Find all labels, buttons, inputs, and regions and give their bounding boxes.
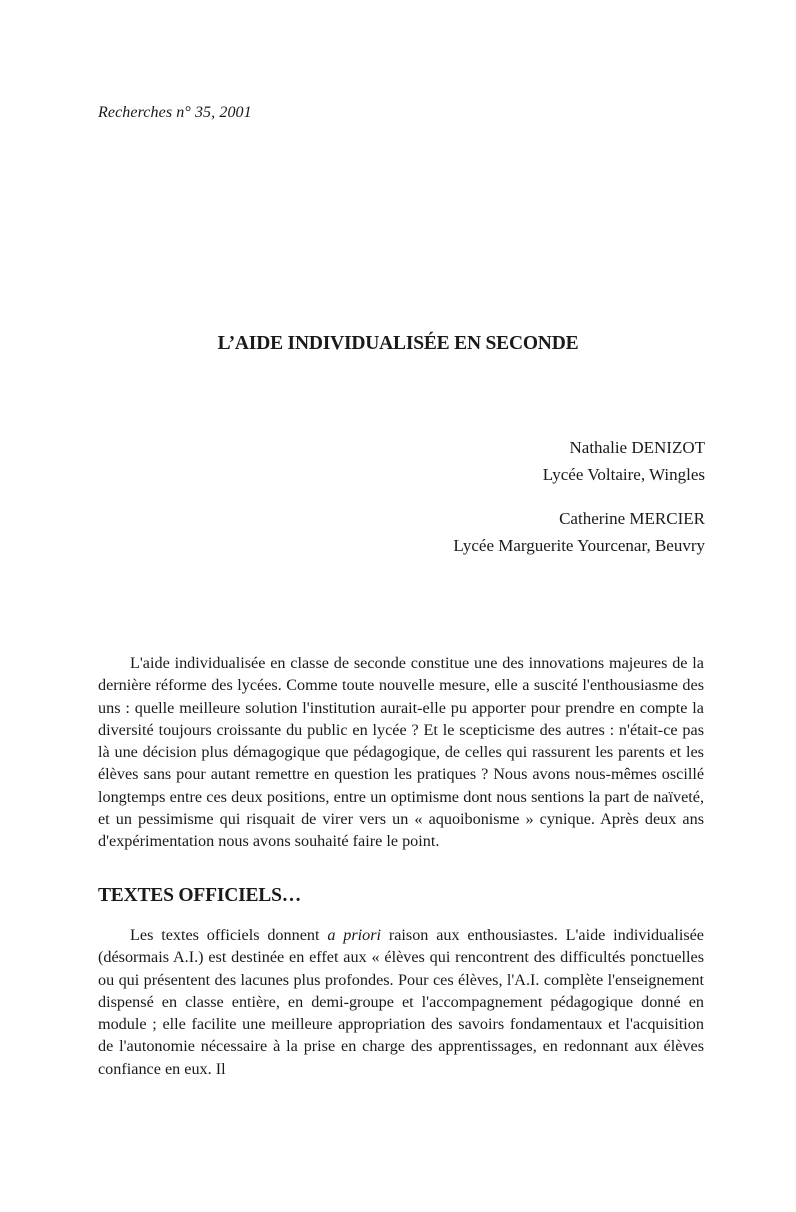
author-block [453,434,705,488]
paragraph-text-rest: raison aux enthousiastes. L'aide individualisée (désormais A.I.) est destinée en effet aux « élèves qui rencontrent des difficultés ponctuelles ou qui présentent des lacunes plus profondes. Pour ces élèves, l'A.I. complète l'enseignement dispensé en classe entière, en demi-groupe et l'accompagnement pédagogique donné en module ; elle facilite une meilleure appropriation des savoirs fondamentaux et l'acquisition de l'autonomie nécessaire à la prise en charge des apprentissages, en redonnant aux élèves confiance en eux. Il [98,926,704,1078]
author-name: Catherine MERCIER [559,509,705,528]
article-title: L’AIDE INDIVIDUALISÉE EN SECONDE [217,333,579,354]
author-affiliation: Lycée Marguerite Yourcenar, Beuvry [453,536,705,555]
author-name: Nathalie DENIZOT [569,438,705,457]
italic-phrase: a priori [327,926,382,944]
author-block [453,505,705,559]
paragraph-text-start: Les textes officiels donnent [130,926,328,944]
section-paragraph [98,924,704,1080]
author-affiliation: Lycée Voltaire, Wingles [542,465,705,484]
section-heading: TEXTES OFFICIELS… [98,885,302,906]
running-header: Recherches n° 35, 2001 [98,104,252,121]
intro-paragraph: L'aide individualisée en classe de seconde constitue une des innovations majeures de la dernière réforme des lycées. Comme toute nouvelle mesure, elle a suscité l'enthousiasme des uns : quelle meilleure solution l'institution aurait-elle pu apporter pour prendre en compte la diversité toujours croissante du public en lycée ? Et le scepticisme des autres : n'était-ce pas là une décision plus démagogique que pédagogique, de celles qui rassurent les parents et les élèves sans pour autant remettre en question les pratiques ? Nous avons nous-mêmes oscillé longtemps entre ces deux positions, entre un optimisme dont nous sentions la part de naïveté, et un pessimisme qui risquait de virer vers un « aquoibonisme » cynique. Après deux ans d'expérimentation nous avons souhaité faire le point. [98,654,704,851]
author-list [453,434,705,559]
